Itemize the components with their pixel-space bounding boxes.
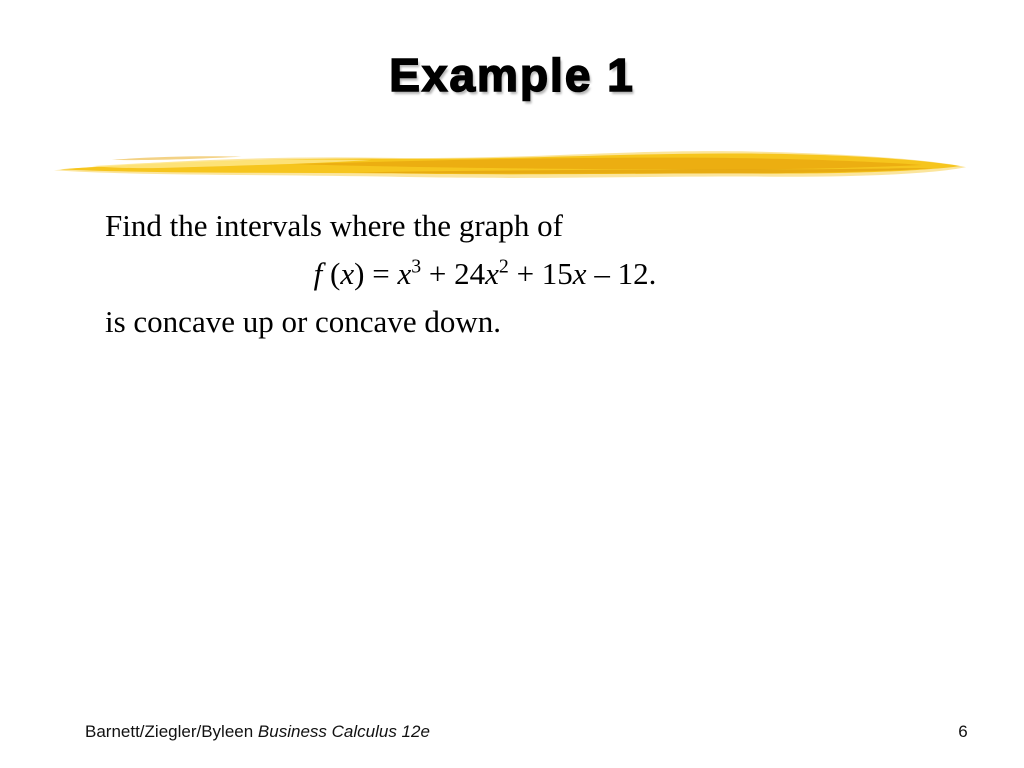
problem-line-1: Find the intervals where the graph of <box>105 208 563 243</box>
footer-credits <box>85 722 430 742</box>
formula-segment: f <box>313 256 323 291</box>
footer-authors: Barnett/Ziegler/Byleen <box>85 722 258 741</box>
formula-segment: ) = <box>354 256 398 291</box>
formula-segment: + 24 <box>421 256 486 291</box>
slide-title: Example 1 <box>389 49 635 101</box>
formula-line <box>105 250 865 298</box>
footer-book-title: Business Calculus 12e <box>257 722 430 741</box>
formula-segment: x <box>572 256 587 291</box>
formula-segment: – 12. <box>586 256 657 291</box>
formula-segment: 2 <box>498 255 509 278</box>
body-text-block <box>105 202 865 346</box>
brush-stroke-divider <box>52 141 970 187</box>
problem-line-3: is concave up or concave down. <box>105 304 501 339</box>
page-number: 6 <box>958 722 968 741</box>
formula-segment: x <box>397 256 412 291</box>
formula-segment: x <box>340 256 355 291</box>
brush-stroke-graphic <box>52 141 970 187</box>
formula-segment: x <box>485 256 499 291</box>
formula-segment: 3 <box>411 255 422 278</box>
formula-segment: + 15 <box>508 256 573 291</box>
formula-segment: ( <box>322 256 341 291</box>
